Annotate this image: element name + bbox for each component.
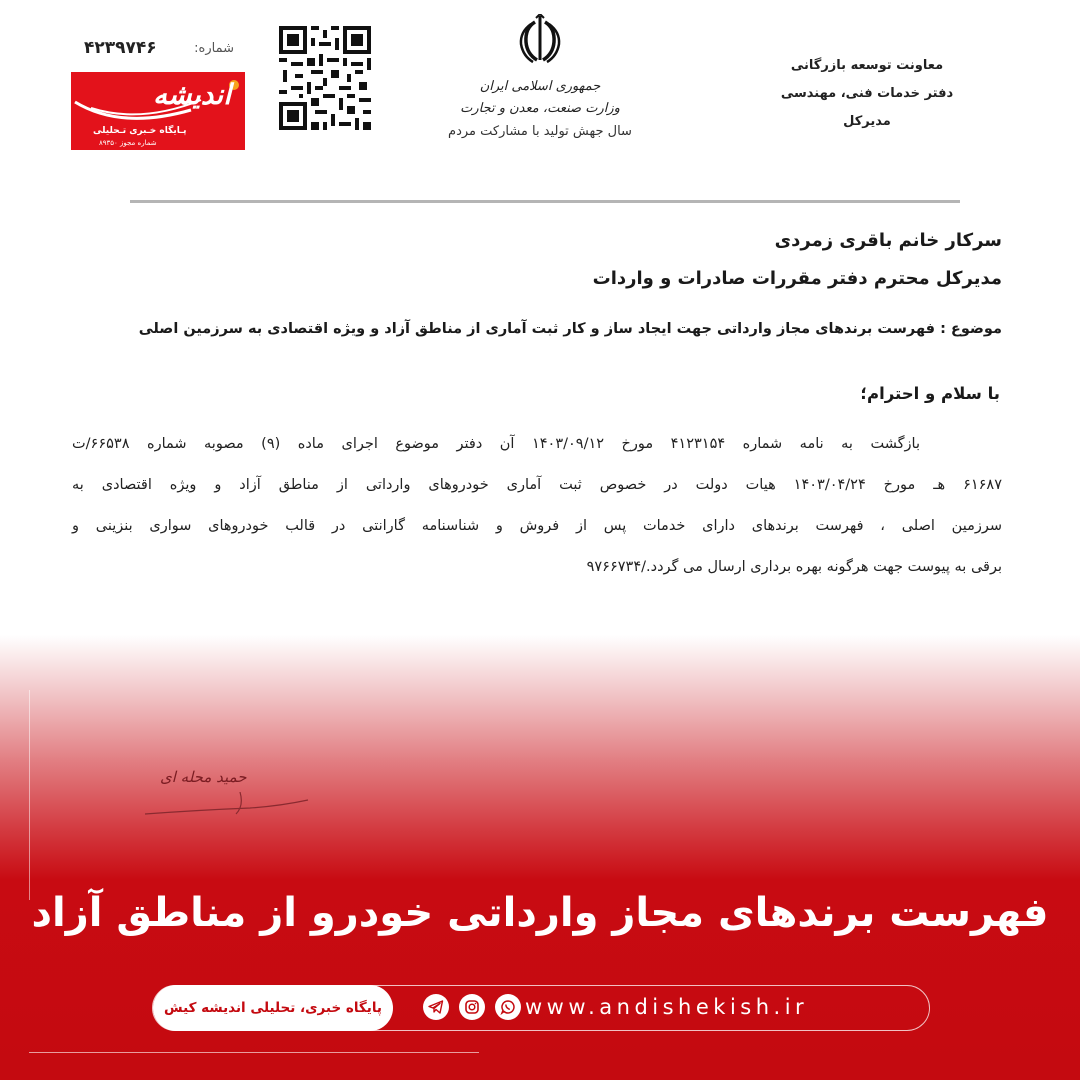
org-line: معاونت توسعه بازرگانی [790, 58, 944, 73]
ministry-emblem-block [425, 14, 655, 139]
signature-stroke-icon [140, 792, 315, 822]
social-links [423, 994, 521, 1020]
andishe-kish-logo [71, 72, 245, 150]
recipient-name: سرکار خانم باقری زمردی [774, 230, 1002, 251]
letter-number [84, 38, 234, 58]
number-value: ۴۲۳۹۷۴۶ [84, 38, 157, 58]
recipient-block [593, 228, 1002, 292]
qr-code [275, 22, 375, 134]
body-line: بازگشت به نامه شماره ۴۱۲۳۱۵۴ مورخ ۱۴۰۳/۰۹/۱۲ آن دفتر موضوع اجرای ماده (۹) مصوبه شماره ۶۶۵۳۸/ت [72, 436, 920, 452]
instagram-icon[interactable] [459, 994, 485, 1020]
logo-name: اندیشه [152, 78, 231, 111]
decorative-rule [29, 1052, 479, 1053]
org-line: مدیرکل [843, 114, 891, 129]
footer-tagline: پایگاه خبری، تحلیلی اندیشه کیش [153, 985, 393, 1031]
telegram-icon[interactable] [423, 994, 449, 1020]
whatsapp-icon[interactable] [495, 994, 521, 1020]
headline: فهرست برندهای مجاز وارداتی خودرو از مناطق آزاد [31, 890, 1049, 936]
body-line: ۶۱۶۸۷ هـ مورخ ۱۴۰۳/۰۴/۲۴ هیات دولت در خصوص ثبت آماری خودروهای وارداتی از مناطق آزاد و ویژه اقتصادی به [72, 477, 1003, 493]
org-line: دفتر خدمات فنی، مهندسی [780, 86, 954, 101]
issuing-department [772, 52, 962, 136]
iran-emblem-icon [517, 14, 563, 66]
number-label: شماره: [194, 40, 234, 56]
logo-subtitle: پـایگاه خـبری تـحلیلی [93, 126, 187, 136]
body-line: سرزمین اصلی ، فهرست برندهای دارای خدمات پس از فروش و شناسنامه گارانتی در قالب خودروهای سواری بنزینی و [72, 518, 1002, 534]
signature: حمید محله ای [160, 768, 247, 786]
decorative-rule [29, 690, 30, 900]
greeting: با سلام و احترام؛ [860, 384, 1000, 403]
footer-bar [152, 985, 930, 1031]
logo-license: شماره مجوز ۸۹۳۵۰ [99, 139, 157, 147]
header-divider [130, 200, 960, 203]
body-line: برقی به پیوست جهت هرگونه بهره برداری ارسال می گردد./۹۷۶۶۷۳۴ [586, 559, 1002, 575]
letter-subject: موضوع : فهرست برندهای مجاز وارداتی جهت ایجاد ساز و کار ثبت آماری از مناطق آزاد و ویژه اقتصادی به سرزمین اصلی [138, 321, 1002, 337]
year-slogan: سال جهش تولید با مشارکت مردم [448, 124, 632, 139]
letter-body [72, 424, 1002, 588]
recipient-title: مدیرکل محترم دفتر مقررات صادرات و واردات [592, 268, 1002, 289]
ministry-name: جمهوری اسلامی ایران وزارت صنعت، معدن و تجارت [460, 79, 620, 116]
website-link[interactable]: www.andishekish.ir [525, 995, 809, 1019]
